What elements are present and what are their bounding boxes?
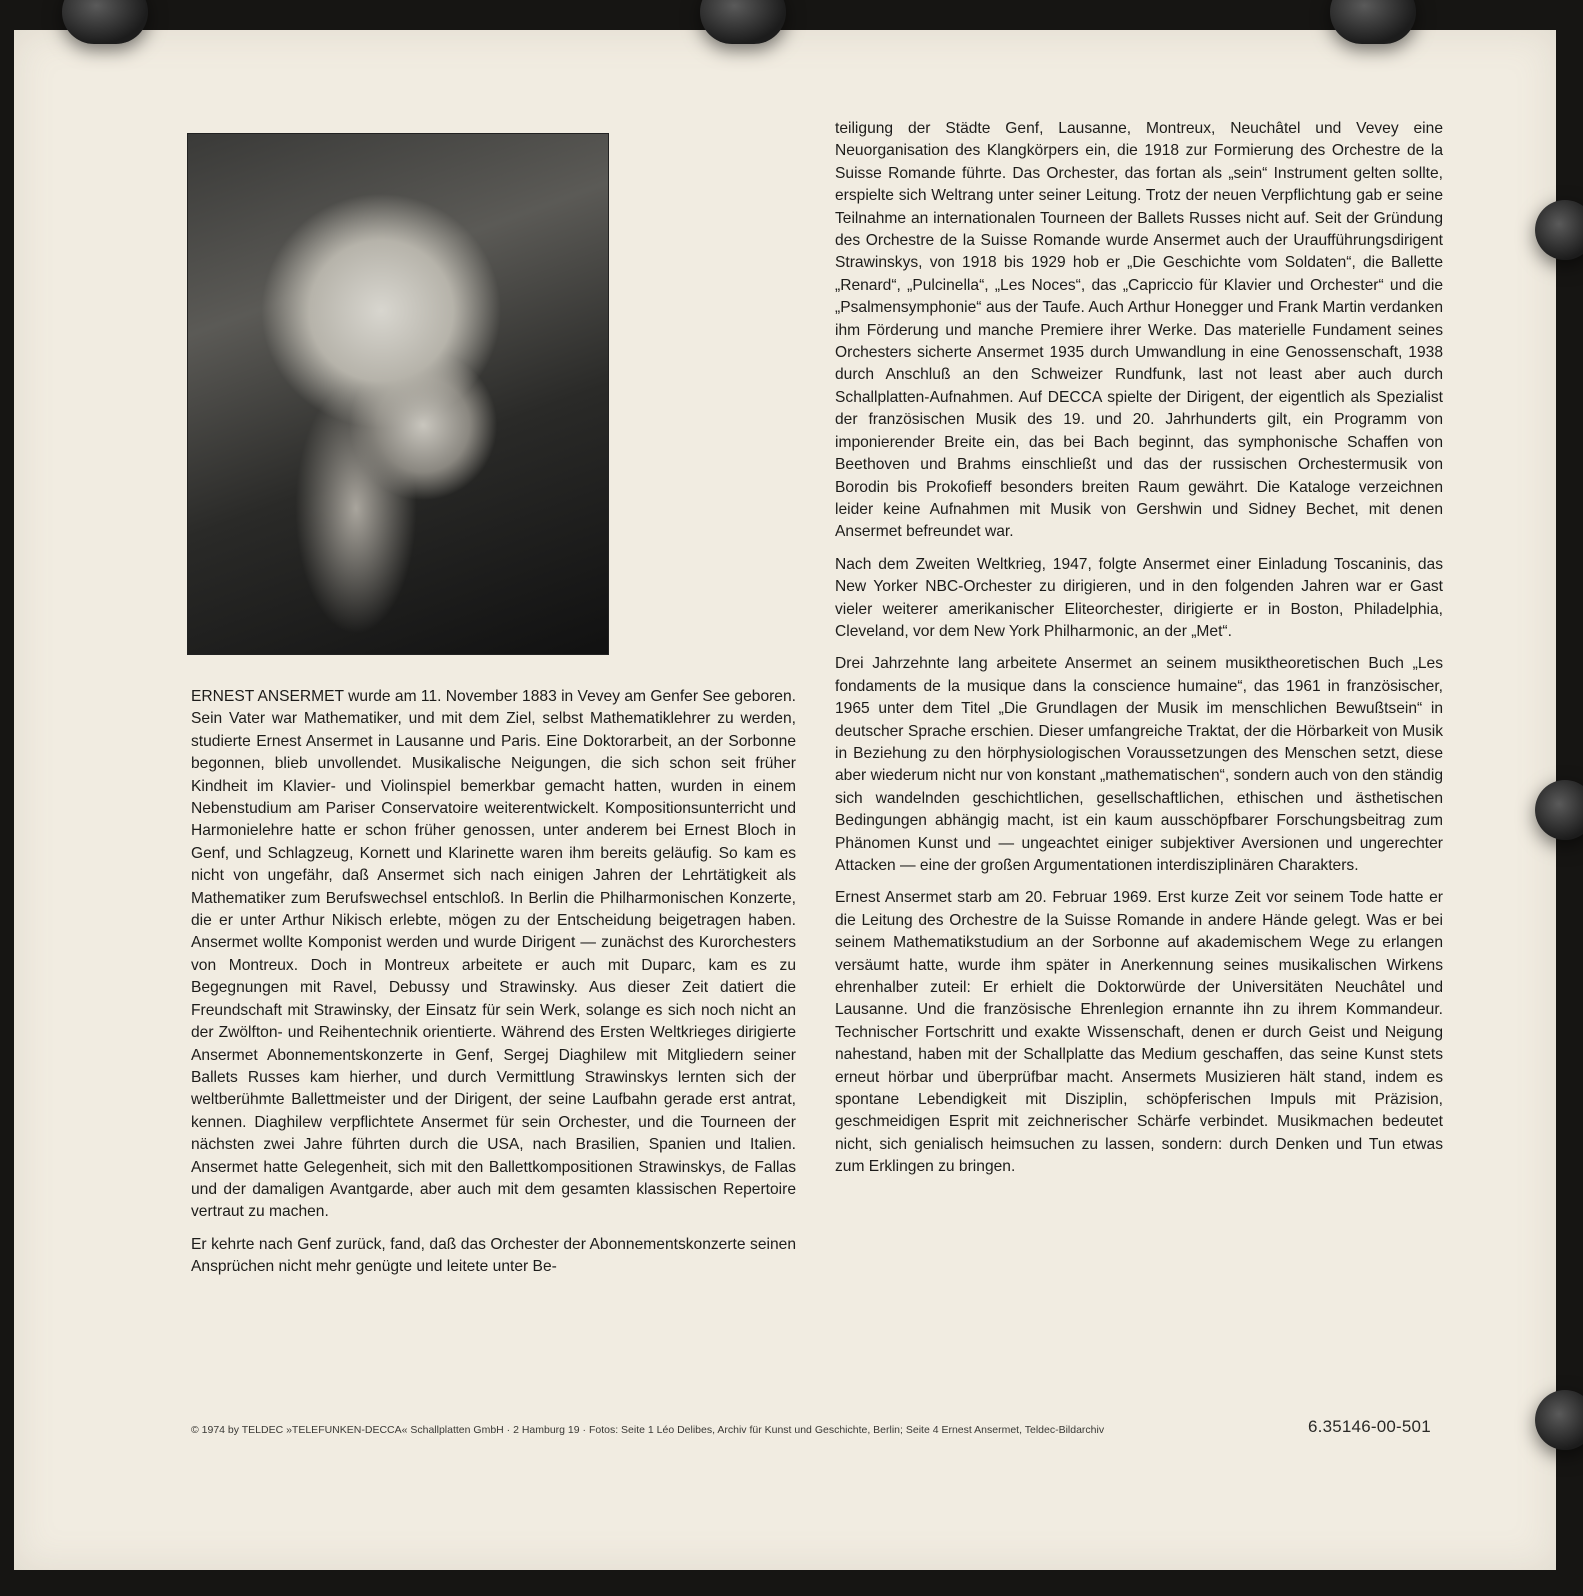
binder-clip-top-center <box>700 0 786 44</box>
text-column-left <box>191 686 796 1289</box>
binder-clip-top-right <box>1330 0 1416 44</box>
paragraph: ERNEST ANSERMET wurde am 11. November 1883 in Vevey am Genfer See geboren. Sein Vater war Mathematiker, und mit dem Ziel, selbst Mathematiklehrer zu werden, studierte Ernest Ansermet in Lausanne und Paris. Eine Doktorarbeit, an der Sorbonne begonnen, blieb unvollendet. Musikalische Neigungen, die sich schon seit früher Kindheit im Klavier- und Violinspiel bemerkbar gemacht hatten, wurden in einem Nebenstudium am Pariser Conservatoire weiterentwickelt. Kompositionsunterricht und Harmonielehre hatte er schon früher genossen, unter anderem bei Ernest Bloch in Genf, und Schlagzeug, Kornett und Klarinette waren ihm bereits geläufig. So kam es nicht von ungefähr, daß Ansermet sich nach einigen Jahren der Lehrtätigkeit als Mathematiker zum Berufswechsel entschloß. In Berlin die Philharmonischen Konzerte, die er unter Arthur Nikisch erlebte, mögen zu der Entscheidung beigetragen haben. Ansermet wollte Komponist werden und wurde Dirigent — zunächst des Kurorchesters von Montreux. Doch in Montreux arbeitete er auch mit Duparc, kam es zu Begegnungen mit Ravel, Debussy und Strawinsky. Aus dieser Zeit datiert die Freundschaft mit Strawinsky, der Einsatz für sein Werk, solange es sich noch nicht an der Zwölfton- und Reihentechnik orientierte. Während des Ersten Weltkrieges dirigierte Ansermet Abonnementskonzerte in Genf, Sergej Diaghilew mit Mitgliedern seiner Ballets Russes kam hierher, und durch Vermittlung Strawinskys lernten sich der weltberühmte Ballettmeister und der Dirigent, der seine Laufbahn gerade erst antrat, kennen. Diaghilew verpflichtete Ansermet für sein Orchester, und die Tourneen der nächsten zwei Jahre führten durch die USA, nach Brasilien, Spanien und Italien. Ansermet hatte Gelegenheit, sich mit den Ballettkompositionen Strawinskys, de Fallas und der damaligen Avantgarde, aber auch mit dem gesamten klassischen Repertoire vertraut zu machen. <box>191 688 796 1221</box>
paragraph: Nach dem Zweiten Weltkrieg, 1947, folgte Ansermet einer Einladung Toscaninis, das New Yorker NBC-Orchester zu dirigieren, und in den folgenden Jahren war er Gast vieler weiterer amerikanischer Eliteorchester, dirigierte er in Boston, Philadelphia, Cleveland, vor dem New York Philharmonic, an der „Met“. <box>835 555 1443 640</box>
text-column-right <box>835 118 1443 1189</box>
catalog-number: 6.35146-00-501 <box>1308 1417 1431 1436</box>
binder-clip-top-left <box>62 0 148 44</box>
paragraph: Ernest Ansermet starb am 20. Februar 1969. Erst kurze Zeit vor seinem Tode hatte er die Leitung des Orchestre de la Suisse Romande in andere Hände gelegt. Was er bei seinem Mathematikstudium an der Sorbonne auf akademischem Wege zu erlangen versäumt hatte, wurde ihm später in Anerkennung seines musikalischen Wirkens ehrenhalber zuteil: Er erhielt die Doktorwürde der Universitäten Neuchâtel und Lausanne. Und die französische Ehrenlegion ernannte ihn zu ihrem Kommandeur. Technischer Fortschritt und exakte Wissenschaft, denen er durch Geist und Neigung nahestand, haben mit der Schallplatte das Medium geschaffen, das seine Kunst stets erneut hörbar und überprüfbar macht. Ansermets Musizieren hält stand, indem es spontane Lebendigkeit mit Disziplin, schöpferischen Impuls mit Präzision, geschmeidigen Esprit mit zeichnerischer Schärfe verbindet. Musikmachen bedeutet nicht, sich genialisch heimsuchen zu lassen, sondern: durch Denken und Tun etwas zum Erklingen zu bringen. <box>835 889 1443 1176</box>
paragraph: Er kehrte nach Genf zurück, fand, daß das Orchester der Abonnementskonzerte seinen Ansprüchen nicht mehr genügte und leitete unter Be- <box>191 1235 796 1276</box>
copyright-line: © 1974 by TELDEC »TELEFUNKEN-DECCA« Schallplatten GmbH · 2 Hamburg 19 · Fotos: Seite 1 Léo Delibes, Archiv für Kunst und Geschichte, Berlin; Seite 4 Ernest Ansermet, Teldec-Bildarchiv <box>191 1424 1105 1436</box>
paragraph: teiligung der Städte Genf, Lausanne, Montreux, Neuchâtel und Vevey eine Neuorganisation des Klangkörpers ein, die 1918 zur Formierung des Orchestre de la Suisse Romande führte. Das Orchester, das fortan als „sein“ Instrument gelten sollte, erspielte sich Weltrang unter seiner Leitung. Trotz der neuen Verpflichtung gab er seine Teilnahme an internationalen Tourneen der Ballets Russes nicht auf. Seit der Gründung des Orchestre de la Suisse Romande wurde Ansermet auch der Uraufführungsdirigent Strawinskys, von 1918 bis 1929 hob er „Die Geschichte vom Soldaten“, die Ballette „Renard“, „Pulcinella“, „Les Noces“, das „Capriccio für Klavier und Orchester“ und die „Psalmensymphonie“ aus der Taufe. Auch Arthur Honegger und Frank Martin verdanken ihm Förderung und manche Premiere ihrer Werke. Das materielle Fundament seines Orchesters sicherte Ansermet 1935 durch Umwandlung in eine Genossenschaft, 1938 durch Anschluß an den Schweizer Rundfunk, last not least aber auch durch Schallplatten-Aufnahmen. Auf DECCA spielte der Dirigent, der eigentlich als Spezialist der französischen Musik des 19. und 20. Jahrhunderts gilt, ein Programm von imponierender Breite ein, das bei Bach beginnt, das symphonische Schaffen von Beethoven und Brahms einschließt und das der russischen Orchestermusik von Borodin bis Prokofieff besonders breiten Raum gewährt. Die Kataloge verzeichnen leider keine Aufnahmen mit Musik von Gershwin und Sidney Bechet, mit denen Ansermet befreundet war. <box>835 120 1443 541</box>
paragraph: Drei Jahrzehnte lang arbeitete Ansermet an seinem musiktheoretischen Buch „Les fondaments de la musique dans la conscience humaine“, das 1961 in französischer, 1965 unter dem Titel „Die Grundlagen der Musik im menschlichen Bewußtsein“ in deutscher Sprache erschien. Dieser umfangreiche Traktat, der die Hörbarkeit von Musik in Beziehung zu den hörphysiologischen Voraussetzungen des Menschen setzt, diese aber wiederum nicht nur von konstant „mathematischen“, sondern auch von den ständig sich wandelnden geschichtlichen, gesellschaftlichen, ethischen und ästhetischen Bedingungen abhängig macht, ist ein kaum ausschöpfbarer Forschungsbeitrag zum Phänomen Kunst und — ungeachtet einiger subjektiver Aversionen und ungerechter Attacken — eine der großen Argumentationen interdisziplinären Charakters. <box>835 655 1443 874</box>
portrait-photo <box>188 134 608 654</box>
